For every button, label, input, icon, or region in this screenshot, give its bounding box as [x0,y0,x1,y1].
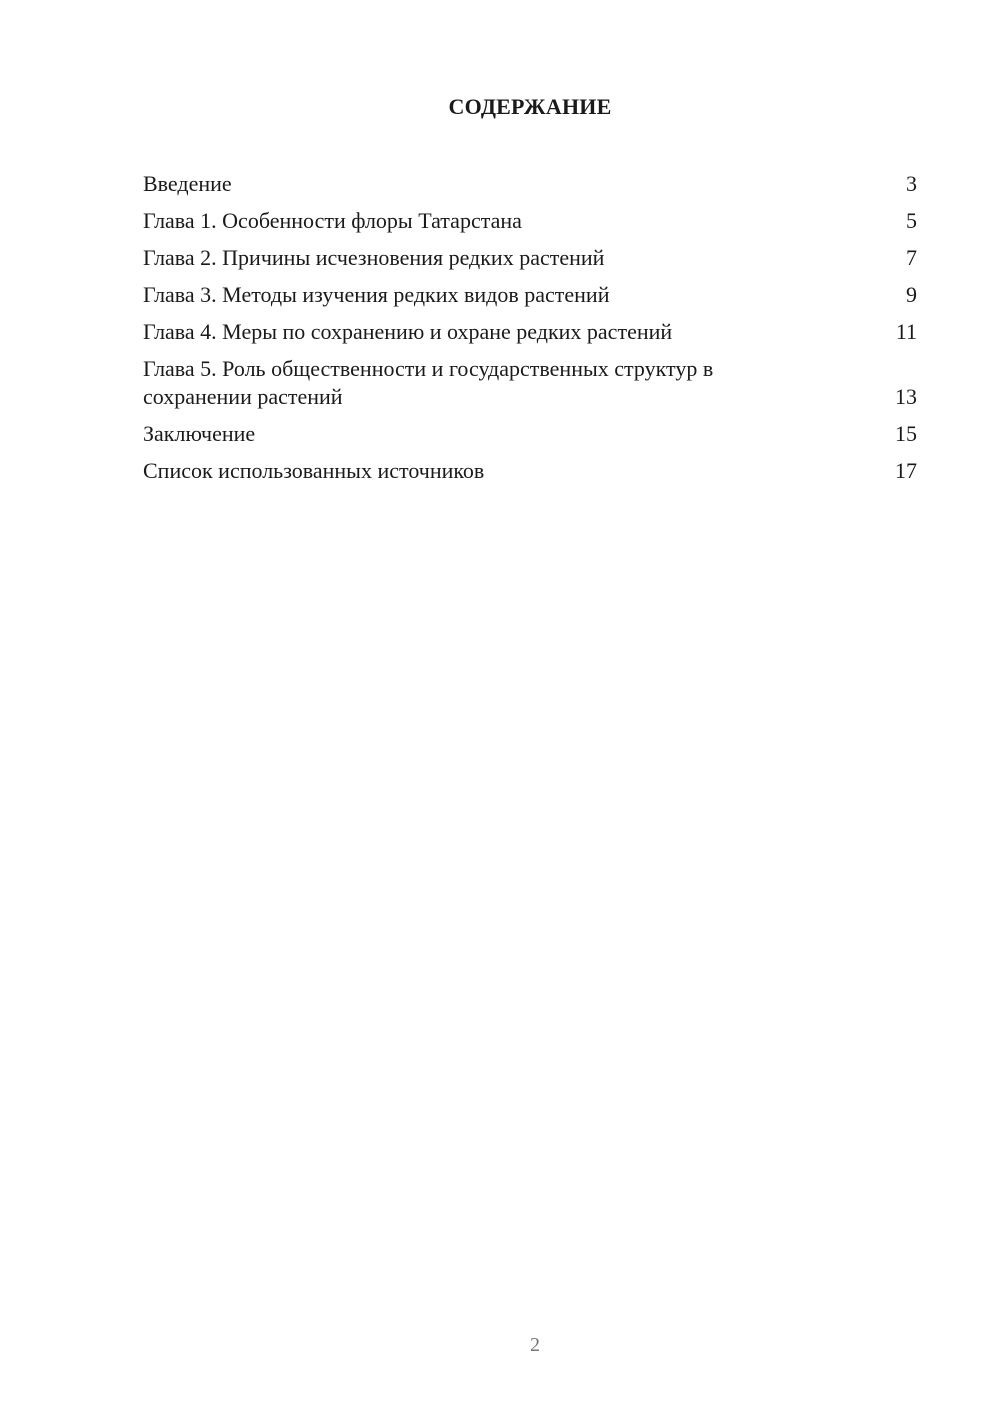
toc-entry-page: 7 [906,245,917,270]
toc-entry-label: Введение [143,171,232,196]
page-number: 2 [530,1334,540,1356]
toc-entry-chapter-2[interactable] [143,244,917,272]
toc-entry-page: 9 [906,282,917,307]
toc-entry-page: 3 [906,171,917,196]
toc-entry-label: Глава 2. Причины исчезновения редких растений [143,245,605,270]
toc-entry-chapter-3[interactable] [143,281,917,309]
toc-list [143,170,917,494]
toc-entry-label: Список использованных источников [143,458,485,483]
toc-entry-page: 17 [895,458,917,483]
toc-entry-label: Заключение [143,421,256,446]
toc-entry-references[interactable] [143,457,917,485]
toc-entry-chapter-4[interactable] [143,318,917,346]
toc-entry-introduction[interactable] [143,170,917,198]
toc-entry-page: 13 [895,384,917,409]
toc-entry-label: Глава 4. Меры по сохранению и охране редких растений [143,319,673,344]
toc-entry-chapter-5[interactable] [143,355,917,411]
toc-entry-label: Глава 1. Особенности флоры Татарстана [143,208,522,233]
toc-entry-page: 11 [895,319,917,344]
toc-title: СОДЕРЖАНИЕ [448,94,612,119]
toc-entry-label: Глава 3. Методы изучения редких видов растений [143,282,610,307]
toc-entry-page: 15 [895,421,917,446]
toc-entry-label: Глава 5. Роль общественности и государственных структур в сохранении растений [143,356,714,409]
toc-entry-chapter-1[interactable] [143,207,917,235]
toc-entry-conclusion[interactable] [143,420,917,448]
toc-entry-page: 5 [906,208,917,233]
